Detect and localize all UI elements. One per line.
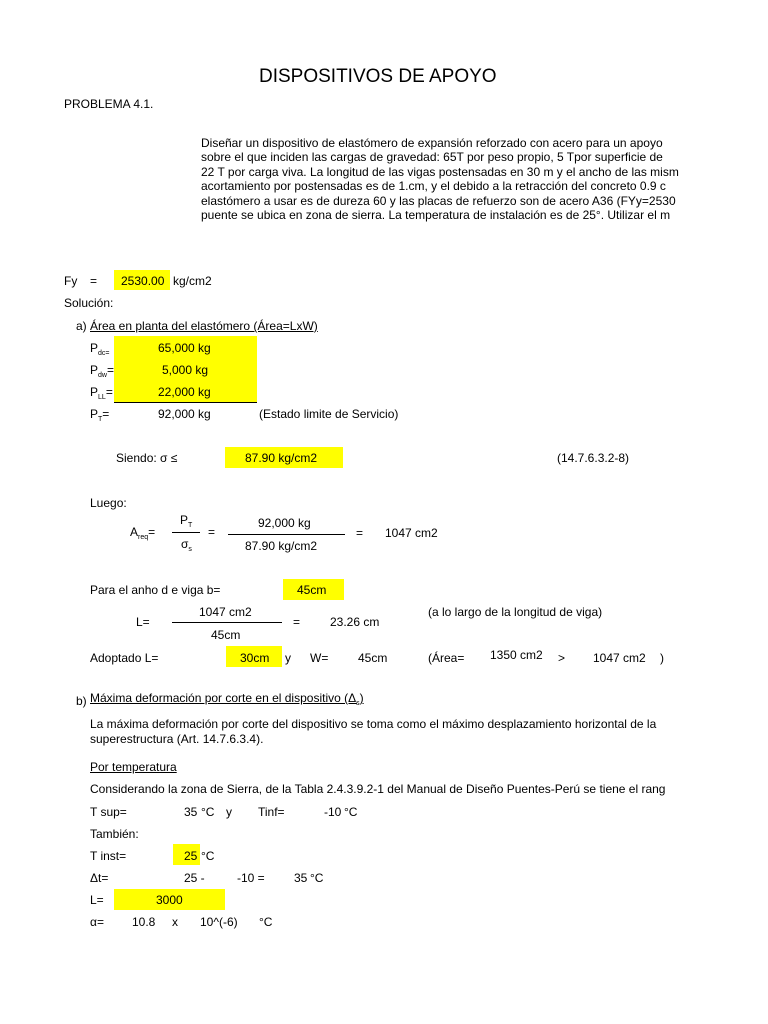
tsup-y: y — [226, 805, 232, 819]
adopted-w-value: 45cm — [358, 651, 388, 665]
section-b-title-close: ) — [359, 691, 364, 705]
load-eq: = — [105, 385, 113, 399]
load-pll-label — [90, 384, 113, 403]
adopted-label: Adoptado L= — [90, 651, 159, 665]
adopted-value: 30cm — [240, 651, 270, 665]
areq-frac-line-2 — [228, 534, 345, 535]
sigma-value: 87.90 kg/cm2 — [245, 451, 318, 465]
length-label: L= — [136, 615, 150, 629]
dt-c: 35 — [294, 871, 308, 885]
statement-line: elastómero a usar es de dureza 60 y las placas de refuerzo son de acero A36 (FYy=2530 — [201, 193, 676, 208]
length-num: 1047 cm2 — [199, 605, 252, 619]
area-value: 1350 cm2 — [490, 648, 543, 662]
sum-line — [114, 402, 257, 403]
section-b-title — [90, 690, 364, 709]
alpha-unit: °C — [259, 915, 273, 929]
section-a-marker: a) — [76, 319, 87, 333]
load-pt-label — [90, 406, 109, 425]
alpha-x: x — [172, 915, 178, 929]
b-text-line-1: La máxima deformación por corte del dispositivo se toma como el máximo desplazamiento horizontal de la — [90, 717, 657, 731]
solution-label: Solución: — [64, 296, 114, 310]
problem-statement — [201, 136, 768, 222]
load-sub: LL — [98, 394, 106, 401]
statement-line: Diseñar un dispositivo de elastómero de expansión reforzado con acero para un apoyo — [201, 136, 663, 150]
load-p: P — [90, 407, 99, 421]
sigma-label: Siendo: σ ≤ — [116, 451, 178, 465]
areq-eq3: = — [356, 526, 364, 540]
sigma-sub: s — [188, 546, 192, 553]
length-result: 23.26 cm — [330, 615, 380, 629]
fy-value: 2530.00 — [121, 274, 165, 288]
statement-line: sobre el que inciden las cargas de gravedad: 65T por peso propio, 5 Tpor superficie de — [201, 150, 663, 165]
fy-label: Fy — [64, 274, 78, 288]
b-text-line-2: superestructura (Art. 14.7.6.3.4). — [90, 732, 264, 746]
adopted-w-label: W= — [310, 651, 329, 665]
area-label: (Área= — [428, 651, 465, 665]
problem-label: PROBLEMA 4.1. — [64, 97, 154, 111]
tambien-label: También: — [90, 827, 139, 841]
load-p: P — [90, 363, 99, 377]
areq-num — [180, 512, 192, 531]
width-value: 45cm — [297, 583, 327, 597]
length-frac-line — [172, 622, 282, 623]
alpha-label: α= — [90, 915, 104, 929]
width-label: Para el anho d e viga b= — [90, 583, 221, 597]
pt-p: P — [180, 513, 189, 527]
areq-frac-line-1 — [172, 532, 200, 533]
load-p: P — [90, 385, 99, 399]
l-value: 3000 — [156, 893, 183, 907]
load-eq: = — [102, 407, 110, 421]
load-pll-value: 22,000 kg — [158, 385, 211, 399]
luego-label: Luego: — [90, 496, 127, 510]
areq-eq2: = — [208, 525, 216, 539]
dt-b: -10 = — [237, 871, 265, 885]
area-close: ) — [660, 651, 664, 665]
alpha-value: 10.8 — [132, 915, 156, 929]
length-eq: = — [293, 615, 301, 629]
section-b-marker: b) — [76, 694, 87, 708]
area-gt: > — [558, 651, 566, 665]
load-sub: dc= — [98, 350, 110, 357]
dt-unit: °C — [310, 871, 324, 885]
section-b-title-sub: s — [356, 700, 360, 707]
sierra-text: Considerando la zona de Sierra, de la Tabla 2.4.3.9.2-1 del Manual de Diseño Puentes-Perú se tiene el rang — [90, 782, 666, 796]
tinst-value: 25 — [184, 849, 198, 863]
areq-eq: = — [148, 525, 156, 539]
statement-line: puente se ubica en zona de sierra. La temperatura de instalación es de 25°. Utilizar el m — [201, 208, 671, 223]
areq-den — [181, 536, 192, 555]
length-note: (a lo largo de la longitud de viga) — [428, 605, 603, 619]
service-note: (Estado limite de Servicio) — [259, 407, 399, 421]
sigma-symbol: σ — [181, 537, 189, 551]
statement-line: acortamiento por postensadas es de 1.cm, y el debido a la retracción del concreto 0.9 c — [201, 179, 666, 194]
areq-result: 1047 cm2 — [385, 526, 438, 540]
areq-a: A — [130, 525, 139, 539]
areq-den-val: 87.90 kg/cm2 — [245, 539, 318, 553]
load-pdc-value: 65,000 kg — [158, 341, 211, 355]
alpha-pow: 10^(-6) — [200, 915, 238, 929]
load-pdc-label — [90, 340, 110, 359]
l-label: L= — [90, 893, 104, 907]
page-title: DISPOSITIVOS DE APOYO — [259, 66, 497, 87]
load-eq: = — [106, 363, 114, 377]
load-pdw-label — [90, 362, 114, 381]
load-sub: T — [98, 416, 103, 423]
areq-label — [130, 524, 155, 543]
tinf-label: Tinf= — [258, 805, 285, 819]
tinst-unit: °C — [201, 849, 215, 863]
por-temperatura-heading: Por temperatura — [90, 760, 177, 774]
load-pdw-value: 5,000 kg — [162, 363, 209, 377]
statement-line: 22 T por carga viva. La longitud de las vigas postensadas en 30 m y el ancho de las mism — [201, 164, 679, 179]
dt-label: Δt= — [90, 871, 109, 885]
tinf-unit: °C — [344, 805, 358, 819]
fy-equals: = — [90, 274, 98, 288]
sigma-ref: (14.7.6.3.2-8) — [557, 451, 630, 465]
load-sub: dw — [98, 372, 107, 379]
tsup-value: 35 — [184, 805, 198, 819]
section-a-title: Área en planta del elastómero (Área=LxW) — [90, 319, 318, 333]
load-pt-value: 92,000 kg — [158, 407, 211, 421]
pt-sub: T — [188, 522, 193, 529]
dt-a: 25 - — [184, 871, 205, 885]
tinf-value: -10 — [324, 805, 342, 819]
load-p: P — [90, 341, 99, 355]
tsup-label: T sup= — [90, 805, 127, 819]
adopted-y: y — [285, 651, 291, 665]
tsup-unit: °C — [201, 805, 215, 819]
length-den: 45cm — [211, 628, 241, 642]
fy-unit: kg/cm2 — [173, 274, 212, 288]
areq-num-val: 92,000 kg — [258, 516, 311, 530]
areq-sub: req — [138, 534, 149, 541]
tinst-label: T inst= — [90, 849, 127, 863]
section-b-title-text: Máxima deformación por corte en el dispositivo (Δ — [90, 691, 357, 705]
area-req: 1047 cm2 — [593, 651, 646, 665]
